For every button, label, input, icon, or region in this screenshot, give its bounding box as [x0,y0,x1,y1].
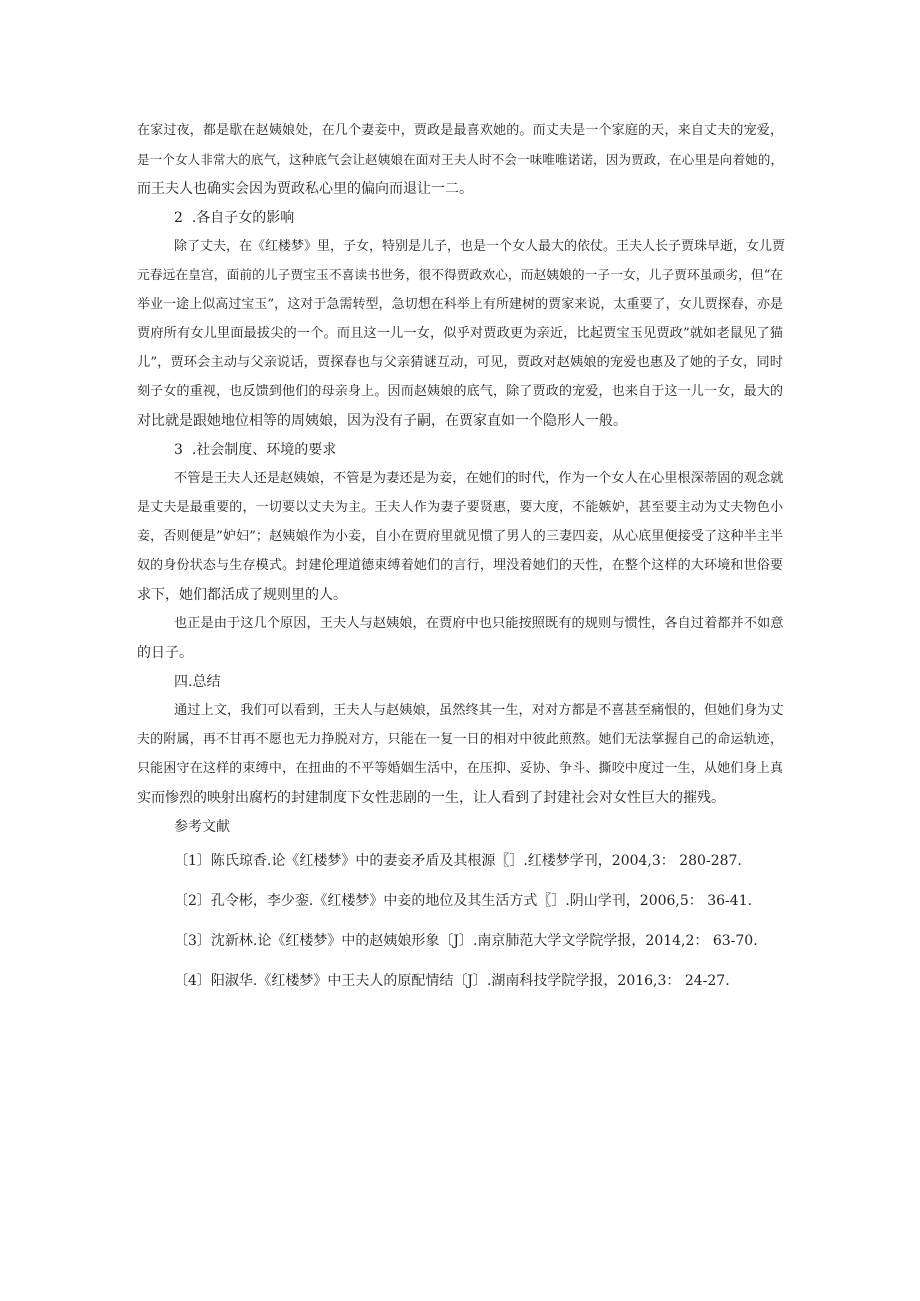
paragraph-line: 只能困守在这样的束缚中，在扭曲的不平等婚姻生活中，在压抑、妥协、争斗、撕咬中度过一生，从她们身上真 [137,761,783,776]
paragraph-line: 的日子。 [137,645,193,661]
paragraph-line: 妾，否则便是”妒妇”；赵姨娘作为小妾，自小在贾府里就见惯了男人的三妻四妾，从心底里便接受了这种半主半 [137,529,783,544]
paragraph-line: 实而惨烈的映射出腐朽的封建制度下女性悲剧的一生，让人看到了封建社会对女性巨大的摧残。 [137,790,725,806]
reference-item: 〔3〕沈新林.论《红楼梦》中的赵姨娘形象〔J〕.南京肺范大学文学院学报，2014,2： 63-70. [174,933,758,949]
reference-item: 〔1〕陈氏琼香.论《红楼梦》中的妻妾矛盾及其根源〖］.红楼梦学刊，2004,3： 280-287. [174,853,742,869]
paragraph-line: 不管是王夫人还是赵姨娘，不管是为妻还是为妾，在她们的时代，作为一个女人在心里根深蒂固的观念就 [174,471,784,486]
section-heading-3: 3 .社会制度、环境的要求 [174,442,337,458]
paragraph-line: 刻子女的重视，也反馈到他们的母亲身上。因而赵姨娘的底气，除了贾政的宠爱，也来自于这一儿一女，最大的 [137,384,783,399]
paragraph-line: 是丈夫是最重要的，一切要以丈夫为主。王夫人作为妻子要贤惠，要大度，不能嫉妒，甚至要主动为丈夫物色小 [137,500,783,515]
reference-item: 〔4〕阳淑华.《红楼梦》中王夫人的原配情结〔J〕.湖南科技学院学报，2016,3： 24-27. [174,973,730,989]
paragraph-line: 也正是由于这几个原因，王夫人与赵姨娘，在贾府中也只能按照既有的规则与惯性，各自过着都并不如意 [174,616,784,631]
paragraph-line: 奴的身份状态与生存模式。封建伦理道德束缚着她们的言行，埋没着她们的天性，在整个这样的大环境和世俗要 [137,558,783,573]
paragraph-line: 除了丈夫，在《红楼梦》里，子女，特别是儿子，也是一个女人最大的依仗。王夫人长子贾珠早逝，女儿贾 [174,239,786,254]
paragraph-line: 贾府所有女儿里面最拔尖的一个。而且这一儿一女，似乎对贾政更为亲近，比起贾宝玉见贾政”就如老鼠见了猫 [137,326,783,341]
paragraph-line: 在家过夜，都是歇在赵姨娘处，在几个妻妾中，贾政是最喜欢她的。而丈夫是一个家庭的天，来自丈夫的宠爱， [137,123,783,138]
section-heading-2: 2 .各自子女的影响 [174,210,295,226]
paragraph-line: 而王夫人也确实会因为贾政私心里的偏向而退让一二。 [137,181,473,197]
paragraph-line: 举业一途上似高过宝玉”，这对于急需转型，急切想在科举上有所建树的贾家来说，太重要了，女儿贾探春，亦是 [137,297,783,312]
reference-item: 〔2〕孔令彬，李少銮.《红楼梦》中妾的地位及其生活方式〖］.阴山学刊，2006,5： 36-41. [174,893,753,909]
references-heading: 参考文献 [174,819,230,835]
paragraph-line: 通过上文，我们可以看到，王夫人与赵姨娘，虽然终其一生，对对方都是不喜甚至痛恨的，但她们身为丈 [174,703,784,718]
paragraph-line: 元春远在皇宫，面前的儿子贾宝玉不喜读书世务，很不得贾政欢心，而赵姨娘的一子一女，儿子贾环虽顽劣，但“在 [137,268,783,283]
paragraph-line: 儿”，贾环会主动与父亲说话，贾探春也与父亲猜谜互动，可见，贾政对赵姨娘的宠爱也惠及了她的子女，同时 [137,355,783,370]
paragraph-line: 对比就是跟她地位相等的周姨娘，因为没有子嗣，在贾家直如一个隐形人一般。 [137,413,627,429]
paragraph-line: 是一个女人非常大的底气，这种底气会让赵姨娘在面对王夫人时不会一味唯唯诺诺，因为贾政，在心里是向着她的， [137,152,783,167]
section-heading-4: 四.总结 [174,674,221,690]
paragraph-line: 夫的附属，再不甘再不愿也无力挣脱对方，只能在一复一日的相对中彼此煎熬。她们无法掌握自己的命运轨迹， [137,732,783,747]
paragraph-line: 求下，她们都活成了规则里的人。 [137,587,347,603]
